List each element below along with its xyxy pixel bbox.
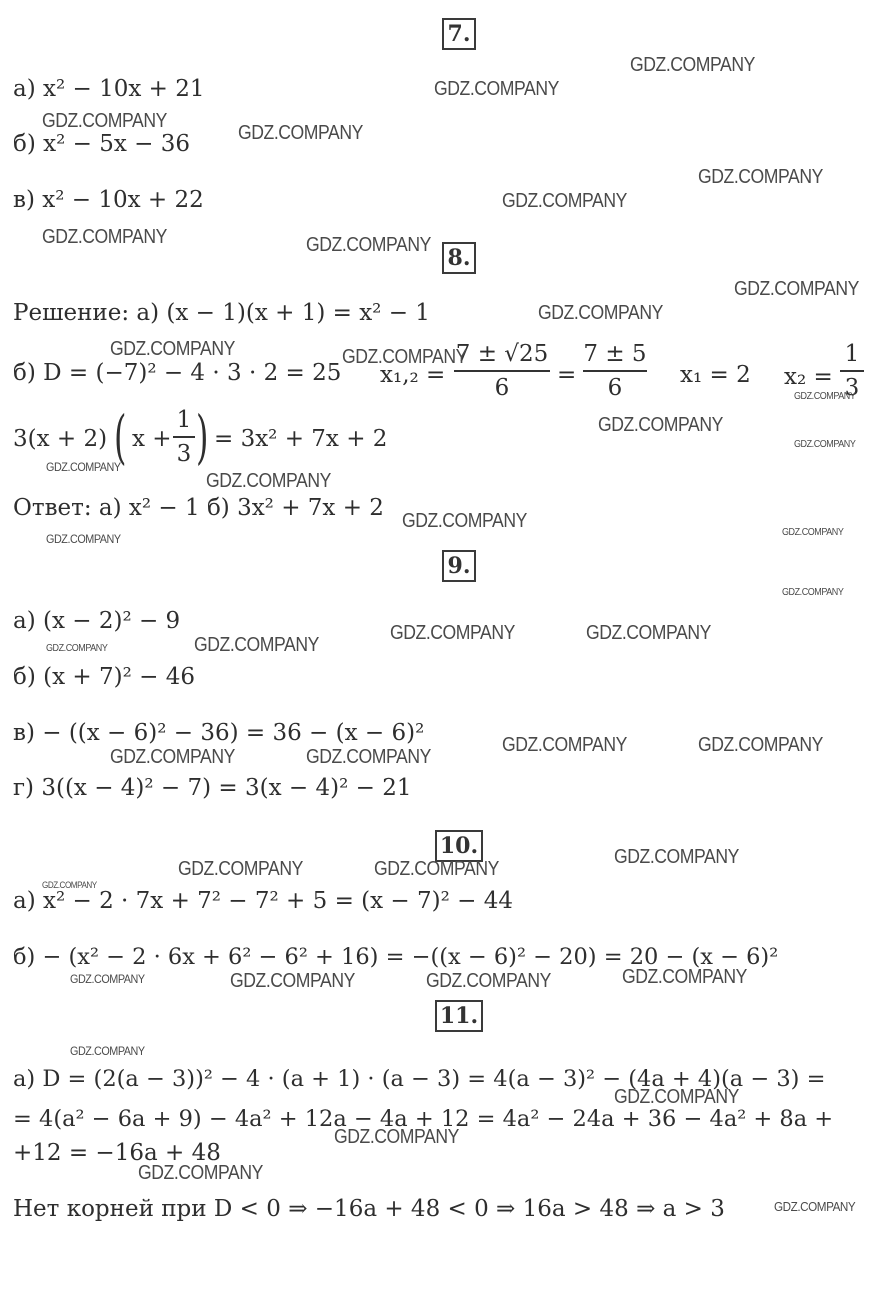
problem-number-7: 7. [442,18,476,50]
watermark: GDZ.COMPANY [206,470,331,492]
p8-line-3-end: = 3x² + 7x + 2 [214,426,388,452]
fraction-bar [454,370,550,372]
p11-line-3: +12 = −16a + 48 [13,1140,221,1166]
fraction-bar [840,370,864,372]
p10-item-b: б) − (x² − 2 · 6x + 6² − 6² + 16) = −((x − 6)² − 20) = 20 − (x − 6)² [13,944,779,970]
watermark: GDZ.COMPANY [342,346,467,368]
watermark: GDZ.COMPANY [390,622,515,644]
watermark: GDZ.COMPANY [502,190,627,212]
p8-line-3-frac-num: 1 [176,407,192,433]
p8-x2-num: 1 [844,341,860,367]
watermark: GDZ.COMPANY [402,510,527,532]
p8-x2-den: 3 [844,375,860,401]
watermark: GDZ.COMPANY [70,1044,145,1058]
fraction-bar [583,370,647,372]
problem-number-9: 9. [442,550,476,582]
p9-item-g: г) 3((x − 4)² − 7) = 3(x − 4)² − 21 [13,775,412,801]
watermark: GDZ.COMPANY [238,122,363,144]
watermark: GDZ.COMPANY [434,78,559,100]
watermark: GDZ.COMPANY [306,746,431,768]
p8-fraction-2 [583,340,647,402]
problem-number-8: 8. [442,242,476,274]
watermark: GDZ.COMPANY [794,391,856,402]
p11-line-1: а) D = (2(a − 3))² − 4 · (a + 1) · (a − 3) = 4(a − 3)² − (4a + 4)(a − 3) = [13,1066,826,1092]
problem-number-11: 11. [435,1000,483,1032]
p8-x1: x₁ = 2 [680,362,751,388]
watermark: GDZ.COMPANY [794,439,856,450]
p8-equals: = [557,362,577,388]
p8-fraction-2-num: 7 ± 5 [583,341,647,367]
p8-x2-label: x₂ = [784,364,833,390]
p7-item-b: б) x² − 5x − 36 [13,131,190,157]
p8-fraction-1-num: 7 ± √25 [455,341,549,367]
watermark: GDZ.COMPANY [70,972,145,986]
watermark: GDZ.COMPANY [42,880,97,890]
left-paren: ( [114,403,127,471]
watermark: GDZ.COMPANY [782,587,844,598]
watermark: GDZ.COMPANY [586,622,711,644]
watermark: GDZ.COMPANY [630,54,755,76]
watermark: GDZ.COMPANY [138,1162,263,1184]
watermark: GDZ.COMPANY [614,846,739,868]
p8-fraction-2-den: 6 [607,375,623,401]
p11-line-2: = 4(a² − 6a + 9) − 4a² + 12a − 4a + 12 = 4a² − 24a + 36 − 4a² + 8a + [13,1106,834,1132]
p9-item-v: в) − ((x − 6)² − 36) = 36 − (x − 6)² [13,720,425,746]
p8-line-3-start: 3(x + 2) [13,426,108,452]
p8-fraction-1 [454,340,550,402]
watermark: GDZ.COMPANY [698,166,823,188]
p8-line-3-fraction [173,406,195,468]
p7-item-a: а) x² − 10x + 21 [13,76,205,102]
watermark: GDZ.COMPANY [774,1199,856,1214]
watermark: GDZ.COMPANY [622,966,747,988]
watermark: GDZ.COMPANY [334,1126,459,1148]
p11-line-4: Нет корней при D < 0 ⇒ −16a + 48 < 0 ⇒ 16a > 48 ⇒ a > 3 [13,1196,725,1222]
watermark: GDZ.COMPANY [426,970,551,992]
watermark: GDZ.COMPANY [110,338,235,360]
watermark: GDZ.COMPANY [42,226,167,248]
watermark: GDZ.COMPANY [538,302,663,324]
watermark: GDZ.COMPANY [110,746,235,768]
watermark: GDZ.COMPANY [782,527,844,538]
p8-answer: Ответ: а) x² − 1 б) 3x² + 7x + 2 [13,495,384,521]
problem-number-10: 10. [435,830,483,862]
p8-x12-label: x₁,₂ = [380,362,446,388]
watermark: GDZ.COMPANY [306,234,431,256]
watermark: GDZ.COMPANY [698,734,823,756]
fraction-bar [173,436,195,438]
watermark: GDZ.COMPANY [46,643,108,654]
p8-line-2-discriminant: б) D = (−7)² − 4 · 3 · 2 = 25 [13,360,342,386]
p9-item-b: б) (x + 7)² − 46 [13,664,195,690]
p8-line-1: Решение: а) (x − 1)(x + 1) = x² − 1 [13,300,430,326]
watermark: GDZ.COMPANY [734,278,859,300]
watermark: GDZ.COMPANY [502,734,627,756]
watermark: GDZ.COMPANY [42,110,167,132]
p10-item-a: а) x² − 2 · 7x + 7² − 7² + 5 = (x − 7)² − 44 [13,888,513,914]
watermark: GDZ.COMPANY [46,460,121,474]
watermark: GDZ.COMPANY [46,532,121,546]
p8-fraction-1-den: 6 [494,375,510,401]
watermark: GDZ.COMPANY [598,414,723,436]
watermark: GDZ.COMPANY [230,970,355,992]
watermark: GDZ.COMPANY [178,858,303,880]
watermark: GDZ.COMPANY [614,1086,739,1108]
p7-item-v: в) x² − 10x + 22 [13,187,204,213]
p8-line-3-inner: x + [132,426,172,452]
watermark: GDZ.COMPANY [374,858,499,880]
right-paren: ) [196,403,209,471]
p9-item-a: а) (x − 2)² − 9 [13,608,181,634]
watermark: GDZ.COMPANY [194,634,319,656]
p8-line-3-frac-den: 3 [176,441,192,467]
